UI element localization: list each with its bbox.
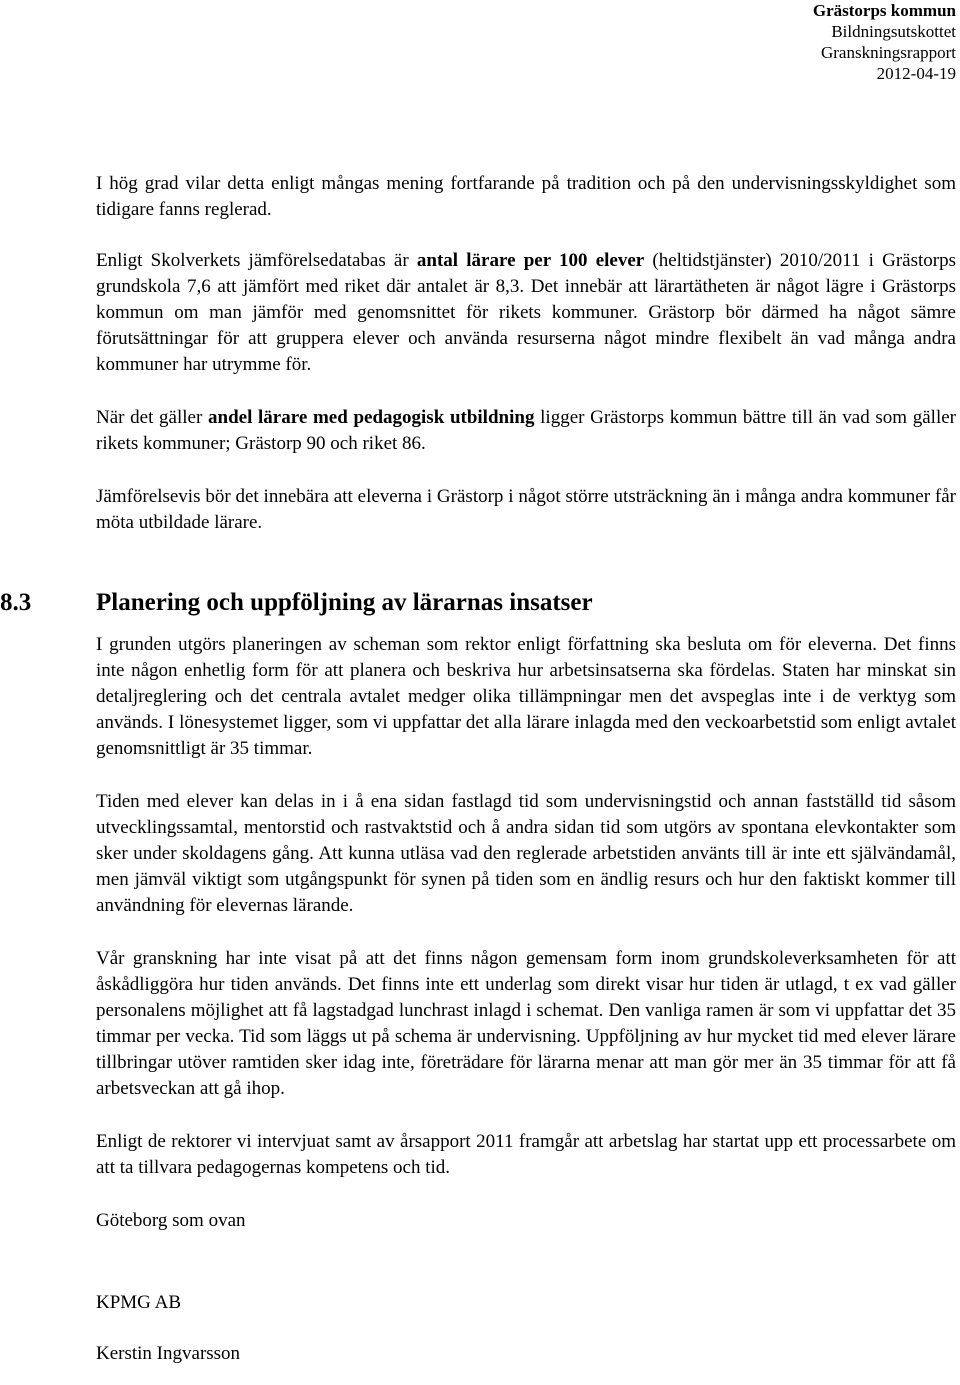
closing-company: KPMG AB bbox=[96, 1292, 181, 1313]
paragraph-teacher-density bbox=[96, 248, 956, 378]
section-heading bbox=[0, 588, 956, 618]
header-department: Bildningsutskottet bbox=[831, 22, 956, 41]
section-title: Planering och uppföljning av lärarnas insatser bbox=[96, 589, 593, 616]
page-header bbox=[813, 0, 956, 84]
header-document-type: Granskningsrapport bbox=[820, 43, 956, 62]
paragraph-principals: Enligt de rektorer vi intervjuat samt av årsapport 2011 framgår att arbetslag har startat upp ett processarbete om att ta tillvara pedagogernas kompetens och tid. bbox=[96, 1131, 956, 1178]
section-number: 8.3 bbox=[0, 589, 32, 616]
paragraph-time-with-students: Tiden med elever kan delas in i å ena sidan fastlagd tid som undervisningstid och annan fastställd tid såsom utvecklingssamtal, mentorstid och rastvaktstid och å andra sidan tid som utgörs av spontana elevkontakter som sker under skoldagens gång. Att kunna utläsa vad den reglerade arbetstiden använts till är inte ett självändamål, men jämväl viktigt som utgångspunkt för synen på tiden som en ändlig resurs och hur den faktiskt kommer till användning för elevernas lärande. bbox=[96, 791, 956, 916]
closing-signatory: Kerstin Ingvarsson bbox=[96, 1343, 241, 1364]
paragraph-pedagogical-training-text-b: ligger Grästorps kommun bättre till än vad som gäller rikets kommuner; Grästorp 90 och riket 86. bbox=[96, 407, 956, 454]
paragraph-teacher-density-text-b: (heltidstjänster) 2010/2011 i Grästorps grundskola 7,6 att jämfört med riket där antalet är 8,3. Det innebär att lärartätheten är något lägre i Grästorps kommun om man jämför med genomsnittet för rikets kommuner. Grästorp bör därmed ha något sämre förutsättningar för att gruppera elever och använda resurserna något mindre flexibelt än vad många andra kommuner har utrymme för. bbox=[96, 250, 956, 375]
header-organization: Grästorps kommun bbox=[812, 1, 956, 20]
paragraph-teacher-density-text-a: Enligt Skolverkets jämförelsedatabas är bbox=[96, 250, 417, 271]
header-date: 2012-04-19 bbox=[876, 64, 956, 83]
paragraph-pedagogical-training bbox=[96, 405, 956, 457]
paragraph-pedagogical-training-emphasis: andel lärare med pedagogisk utbildning bbox=[208, 407, 535, 428]
paragraph-comparison: Jämförelsevis bör det innebära att eleverna i Grästorp i något större utsträckning än i många andra kommuner får möta utbildade lärare. bbox=[96, 486, 956, 533]
closing-place: Göteborg som ovan bbox=[96, 1210, 246, 1231]
paragraph-teacher-density-emphasis: antal lärare per 100 elever bbox=[416, 250, 645, 271]
paragraph-planning: I grunden utgörs planeringen av scheman som rektor enligt författning ska besluta om för eleverna. Det finns inte någon enhetlig form för att planera och beskriva hur arbetsinsatserna ska fördelas. Staten har minskat sin detaljreglering och det centrala avtalet medger olika tillämpningar men det avspeglas inte i de verktyg som används. I lönesystemet ligger, som vi uppfattar det alla lärare inlagda med den veckoarbetstid som enligt avtalet genomsnittligt är 35 timmar. bbox=[96, 634, 956, 759]
paragraph-tradition: I hög grad vilar detta enligt mångas mening fortfarande på tradition och på den undervisningsskyldighet som tidigare fanns reglerad. bbox=[96, 173, 956, 220]
paragraph-pedagogical-training-text-a: När det gäller bbox=[96, 407, 208, 428]
document-body bbox=[0, 171, 956, 1367]
paragraph-audit-findings: Vår granskning har inte visat på att det finns någon gemensam form inom grundskoleverksamheten för att åskådliggöra hur tiden används. Det finns inte ett underlag som direkt visar hur tiden är utlagd, t ex vad gäller personalens möjlighet att få lagstadgad lunchrast inlagd i schemat. Den vanliga ramen är som vi uppfattar det 35 timmar per vecka. Tid som läggs ut på schema är undervisning. Uppföljning av hur mycket tid med elever lärare tillbringar utöver ramtiden sker idag inte, företrädare för lärarna menar att man gör mer än 35 timmar för att få arbetsveckan att gå ihop. bbox=[96, 948, 956, 1099]
